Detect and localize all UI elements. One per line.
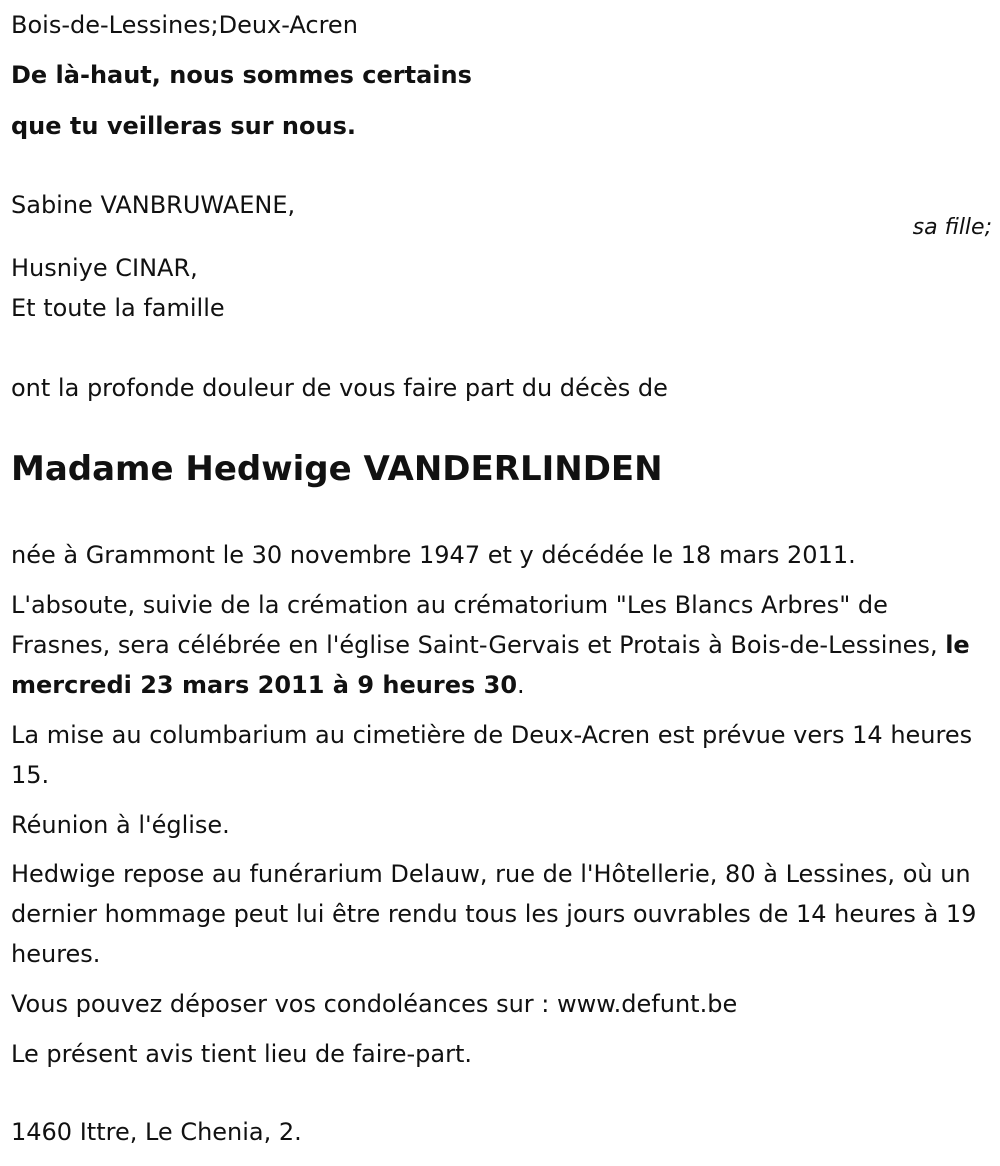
birth-death-info: née à Grammont le 30 novembre 1947 et y décédée le 18 mars 2011. [11,541,856,569]
quote-line-1: De là-haut, nous sommes certains [11,61,472,89]
ceremony-date: le mercredi 23 mars 2011 à 9 heures 30 [11,631,970,699]
ceremony-text: L'absoute, suivie de la crémation au crématorium "Les Blancs Arbres" de Frasnes, sera célébrée en l'église Saint-Gervais et Protais à Bois-de-Lessines, [11,591,946,659]
announcement-intro: ont la profonde douleur de vous faire part du décès de [11,374,668,402]
notice-info: Le présent avis tient lieu de faire-part. [11,1040,473,1068]
deceased-name: Madame Hedwige VANDERLINDEN [11,449,663,489]
columbarium-info: La mise au columbarium au cimetière de Deux-Acren est prévue vers 14 heures 15. [11,721,973,789]
ceremony-end: . [517,671,525,699]
ceremony-info [11,585,986,705]
family-member-name-2: Husniye CINAR, [11,254,198,282]
quote-line-2: que tu veilleras sur nous. [11,112,356,140]
address: 1460 Ittre, Le Chenia, 2. [11,1118,302,1146]
location-header: Bois-de-Lessines;Deux-Acren [11,11,358,39]
funerarium-info: Hedwige repose au funérarium Delauw, rue de l'Hôtellerie, 80 à Lessines, où un dernier hommage peut lui être rendu tous les jours ouvrables de 14 heures à 19 heures. [11,860,977,968]
family-line: Et toute la famille [11,294,225,322]
reunion-info: Réunion à l'église. [11,811,230,839]
family-member-role: sa fille; [912,215,992,240]
condolences-info: Vous pouvez déposer vos condoléances sur : www.defunt.be [11,990,738,1018]
family-member-name: Sabine VANBRUWAENE, [11,191,296,219]
